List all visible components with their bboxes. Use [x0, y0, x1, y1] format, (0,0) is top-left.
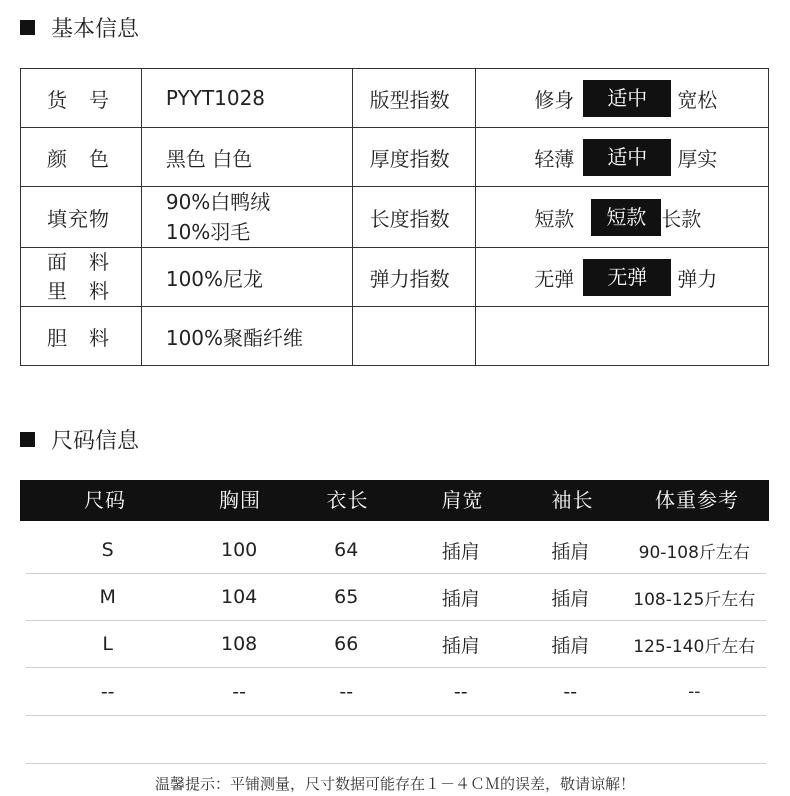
label-cell: 填充物 — [21, 187, 142, 248]
scale-selected: 适中 — [583, 80, 671, 117]
cell-shoulder: 插肩 — [441, 634, 480, 657]
cell-chest: 108 — [221, 633, 258, 655]
header-weight: 体重参考 — [655, 488, 739, 512]
size-table-body — [26, 527, 766, 716]
scale-max: 厚实 — [677, 146, 718, 171]
scale-min: 修身 — [534, 87, 575, 112]
empty-cell — [352, 307, 476, 366]
scale-cell — [476, 128, 769, 187]
value-line: 90%白鸭绒 — [165, 190, 271, 214]
cell-chest: 100 — [221, 539, 258, 561]
table-row — [26, 574, 766, 621]
cell-weight: -- — [688, 681, 701, 702]
header-shoulder: 肩宽 — [441, 488, 484, 512]
header-sleeve: 袖长 — [551, 488, 594, 512]
scale-cell — [476, 248, 769, 307]
value-cell — [141, 187, 352, 248]
cell-sleeve: 插肩 — [551, 587, 590, 610]
table-row — [26, 621, 766, 668]
cell-length: 65 — [334, 586, 359, 608]
scale-max: 长款 — [661, 206, 702, 231]
elasticity-scale — [476, 259, 768, 296]
label-cell: 货 号 — [21, 69, 142, 128]
header-size: 尺码 — [84, 488, 126, 512]
value-cell: 黑色 白色 — [141, 128, 352, 187]
cell-length: 66 — [334, 633, 359, 655]
square-bullet-icon — [20, 432, 35, 447]
index-cell: 弹力指数 — [352, 248, 476, 307]
cell-shoulder: -- — [453, 680, 468, 703]
size-table-header — [20, 480, 769, 521]
label-cell — [21, 248, 142, 307]
scale-selected: 适中 — [583, 139, 671, 176]
index-cell: 版型指数 — [352, 69, 476, 128]
cell-sleeve: 插肩 — [551, 634, 590, 657]
basic-info-table — [20, 68, 769, 366]
basic-info-title — [20, 12, 139, 43]
cell-size: -- — [100, 680, 115, 703]
cell-chest: -- — [232, 680, 246, 703]
scale-max: 弹力 — [677, 266, 718, 291]
table-row — [21, 307, 769, 366]
scale-min: 轻薄 — [534, 146, 575, 171]
fit-scale — [476, 80, 768, 117]
index-cell: 厚度指数 — [352, 128, 476, 187]
index-cell: 长度指数 — [352, 187, 476, 248]
cell-weight: 108-125斤左右 — [633, 589, 756, 610]
scale-cell — [476, 187, 769, 248]
square-bullet-icon — [20, 20, 35, 35]
size-info-title-text: 尺码信息 — [51, 429, 140, 454]
value-cell: 100%尼龙 — [141, 248, 352, 307]
measurement-tip: 温馨提示：平铺测量，尺寸数据可能存在１－４ＣＭ的误差，敬请谅解！ — [154, 775, 635, 793]
header-chest: 胸围 — [219, 488, 261, 512]
scale-cell — [476, 69, 769, 128]
table-row — [21, 248, 769, 307]
cell-sleeve: 插肩 — [551, 540, 590, 563]
label-cell: 颜 色 — [21, 128, 142, 187]
table-row — [26, 527, 766, 574]
label-line: 里 料 — [47, 279, 110, 303]
divider — [26, 763, 766, 764]
table-row — [21, 69, 769, 128]
length-scale — [476, 199, 768, 236]
table-row — [21, 128, 769, 187]
cell-shoulder: 插肩 — [441, 587, 480, 610]
cell-weight: 125-140斤左右 — [633, 636, 756, 657]
table-row — [21, 187, 769, 248]
label-cell: 胆 料 — [21, 307, 142, 366]
header-length: 衣长 — [326, 488, 369, 512]
value-line: 10%羽毛 — [165, 220, 251, 244]
thickness-scale — [476, 139, 768, 176]
cell-shoulder: 插肩 — [441, 540, 480, 563]
size-info-title — [20, 424, 139, 455]
cell-size: S — [101, 539, 114, 561]
cell-length: 64 — [334, 539, 359, 561]
scale-max: 宽松 — [677, 87, 718, 112]
cell-sleeve: -- — [563, 680, 578, 703]
cell-size: M — [99, 586, 116, 608]
label-line: 面 料 — [47, 250, 110, 274]
cell-length: -- — [339, 680, 354, 703]
cell-size: L — [102, 633, 113, 655]
empty-cell — [476, 307, 769, 366]
scale-selected: 无弹 — [583, 259, 671, 296]
value-cell: PYYT1028 — [141, 69, 352, 128]
value-cell: 100%聚酯纤维 — [141, 307, 352, 366]
scale-selected: 短款 — [591, 199, 661, 236]
table-row — [26, 668, 766, 716]
cell-weight: 90-108斤左右 — [638, 542, 750, 563]
basic-info-title-text: 基本信息 — [51, 17, 140, 42]
scale-min: 短款 — [534, 206, 575, 231]
scale-min: 无弹 — [534, 266, 575, 291]
cell-chest: 104 — [221, 586, 258, 608]
